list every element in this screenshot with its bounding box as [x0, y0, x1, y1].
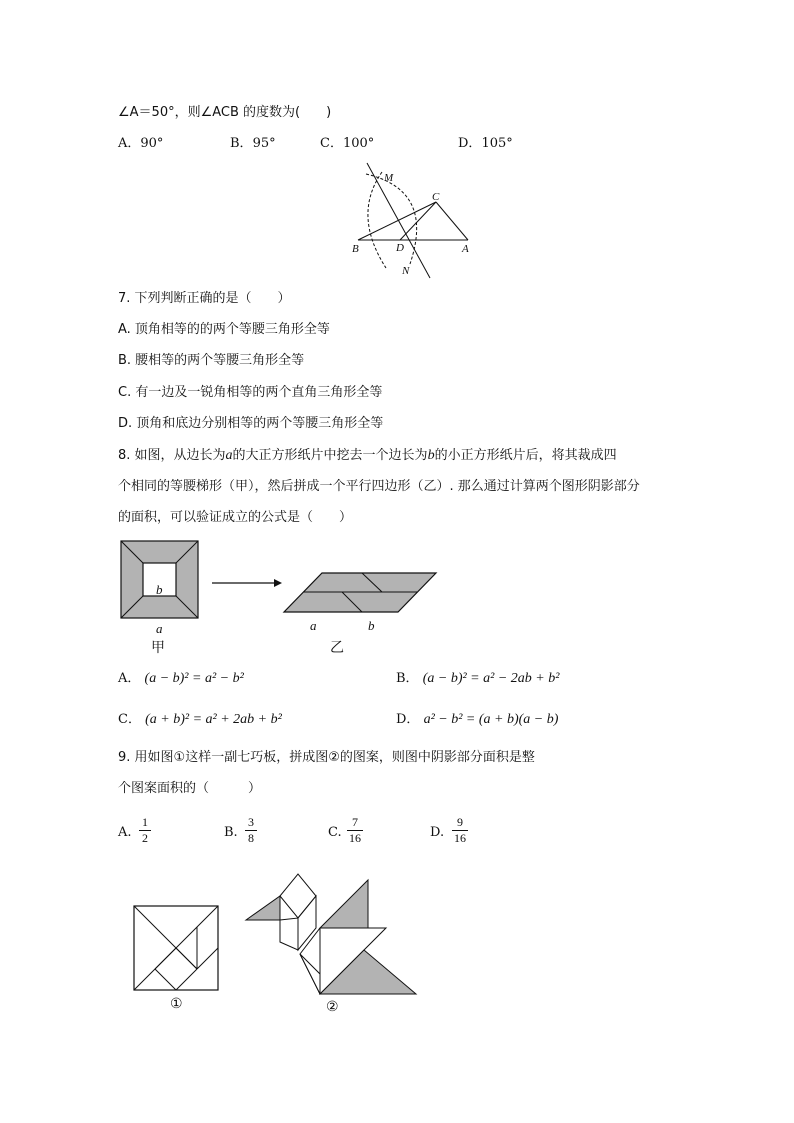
q6-option-d: D．105° — [458, 136, 513, 151]
q9-figure-2 — [244, 870, 424, 1016]
q9-figure-1 — [132, 904, 222, 1014]
q7-option-d: D. 顶角和底边分别相等的两个等腰三角形全等 — [118, 416, 384, 431]
label-a: A — [462, 243, 469, 255]
q7-option-b: B. 腰相等的两个等腰三角形全等 — [118, 353, 305, 368]
caption-jia: 甲 — [151, 640, 165, 656]
label-d: D — [396, 242, 404, 254]
q9-option-c-label: C. — [328, 825, 342, 840]
q9-option-b-fraction: 3 8 — [245, 815, 257, 846]
q9-option-a-label: A. — [118, 825, 132, 840]
arrow-icon — [212, 576, 282, 590]
label-para-a: a — [310, 618, 317, 633]
q8-option-c: C． (a + b)² = a² + 2ab + b² — [118, 712, 282, 727]
q8-line2: 个相同的等腰梯形（甲），然后拼成一个平行四边形（乙）. 那么通过计算两个图形阴影部分 — [118, 479, 640, 494]
segment-cd — [400, 202, 436, 240]
label-inner-b: b — [156, 582, 163, 597]
q9-option-d-label: D. — [430, 825, 445, 840]
q8-line3: 的面积，可以验证成立的公式是（ ） — [118, 510, 353, 525]
caption-fig1: ① — [170, 997, 183, 1012]
q6-option-a: A．90° — [118, 136, 164, 151]
label-c: C — [432, 191, 440, 203]
q6-stem-tail: ∠A＝50°，则∠ACB 的度数为( ) — [118, 105, 332, 120]
q9-line2: 个图案面积的（ ） — [118, 781, 262, 796]
caption-yi: 乙 — [330, 640, 344, 656]
q9-line1: 9. 用如图①这样一副七巧板，拼成图②的图案，则图中阴影部分面积是整 — [118, 750, 535, 765]
label-outer-a: a — [156, 621, 163, 636]
q9-option-a-fraction: 1 2 — [139, 815, 151, 846]
q8-figure-yi — [284, 570, 444, 660]
q9-option-d-fraction: 9 16 — [454, 815, 466, 845]
q6-option-c: C．100° — [320, 136, 375, 151]
q8-option-d: D． a² − b² = (a + b)(a − b) — [396, 712, 559, 727]
segment-bc — [358, 202, 436, 240]
label-para-b: b — [368, 618, 375, 633]
q6-figure — [340, 160, 490, 280]
q9-option-b-label: B. — [224, 825, 238, 840]
q8-line1: 8. 如图，从边长为a的大正方形纸片中挖去一个边长为b的小正方形纸片后，将其裁成四 — [118, 448, 617, 463]
q8-figure-jia — [118, 538, 208, 658]
label-b: B — [352, 243, 359, 255]
q8-option-a: A． (a − b)² = a² − b² — [118, 671, 244, 686]
label-m: M — [384, 172, 394, 184]
q6-option-b: B．95° — [230, 136, 276, 151]
segment-ca — [436, 202, 468, 240]
q7-option-c: C. 有一边及一锐角相等的两个直角三角形全等 — [118, 385, 383, 400]
q8-option-b: B． (a − b)² = a² − 2ab + b² — [396, 671, 560, 686]
label-n: N — [402, 265, 410, 277]
q7-stem: 7. 下列判断正确的是（ ） — [118, 291, 291, 306]
q7-option-a: A. 顶角相等的的两个等腰三角形全等 — [118, 322, 330, 337]
caption-fig2: ② — [326, 1000, 339, 1015]
q9-option-c-fraction: 7 16 — [349, 815, 361, 845]
arc-left — [368, 172, 386, 268]
